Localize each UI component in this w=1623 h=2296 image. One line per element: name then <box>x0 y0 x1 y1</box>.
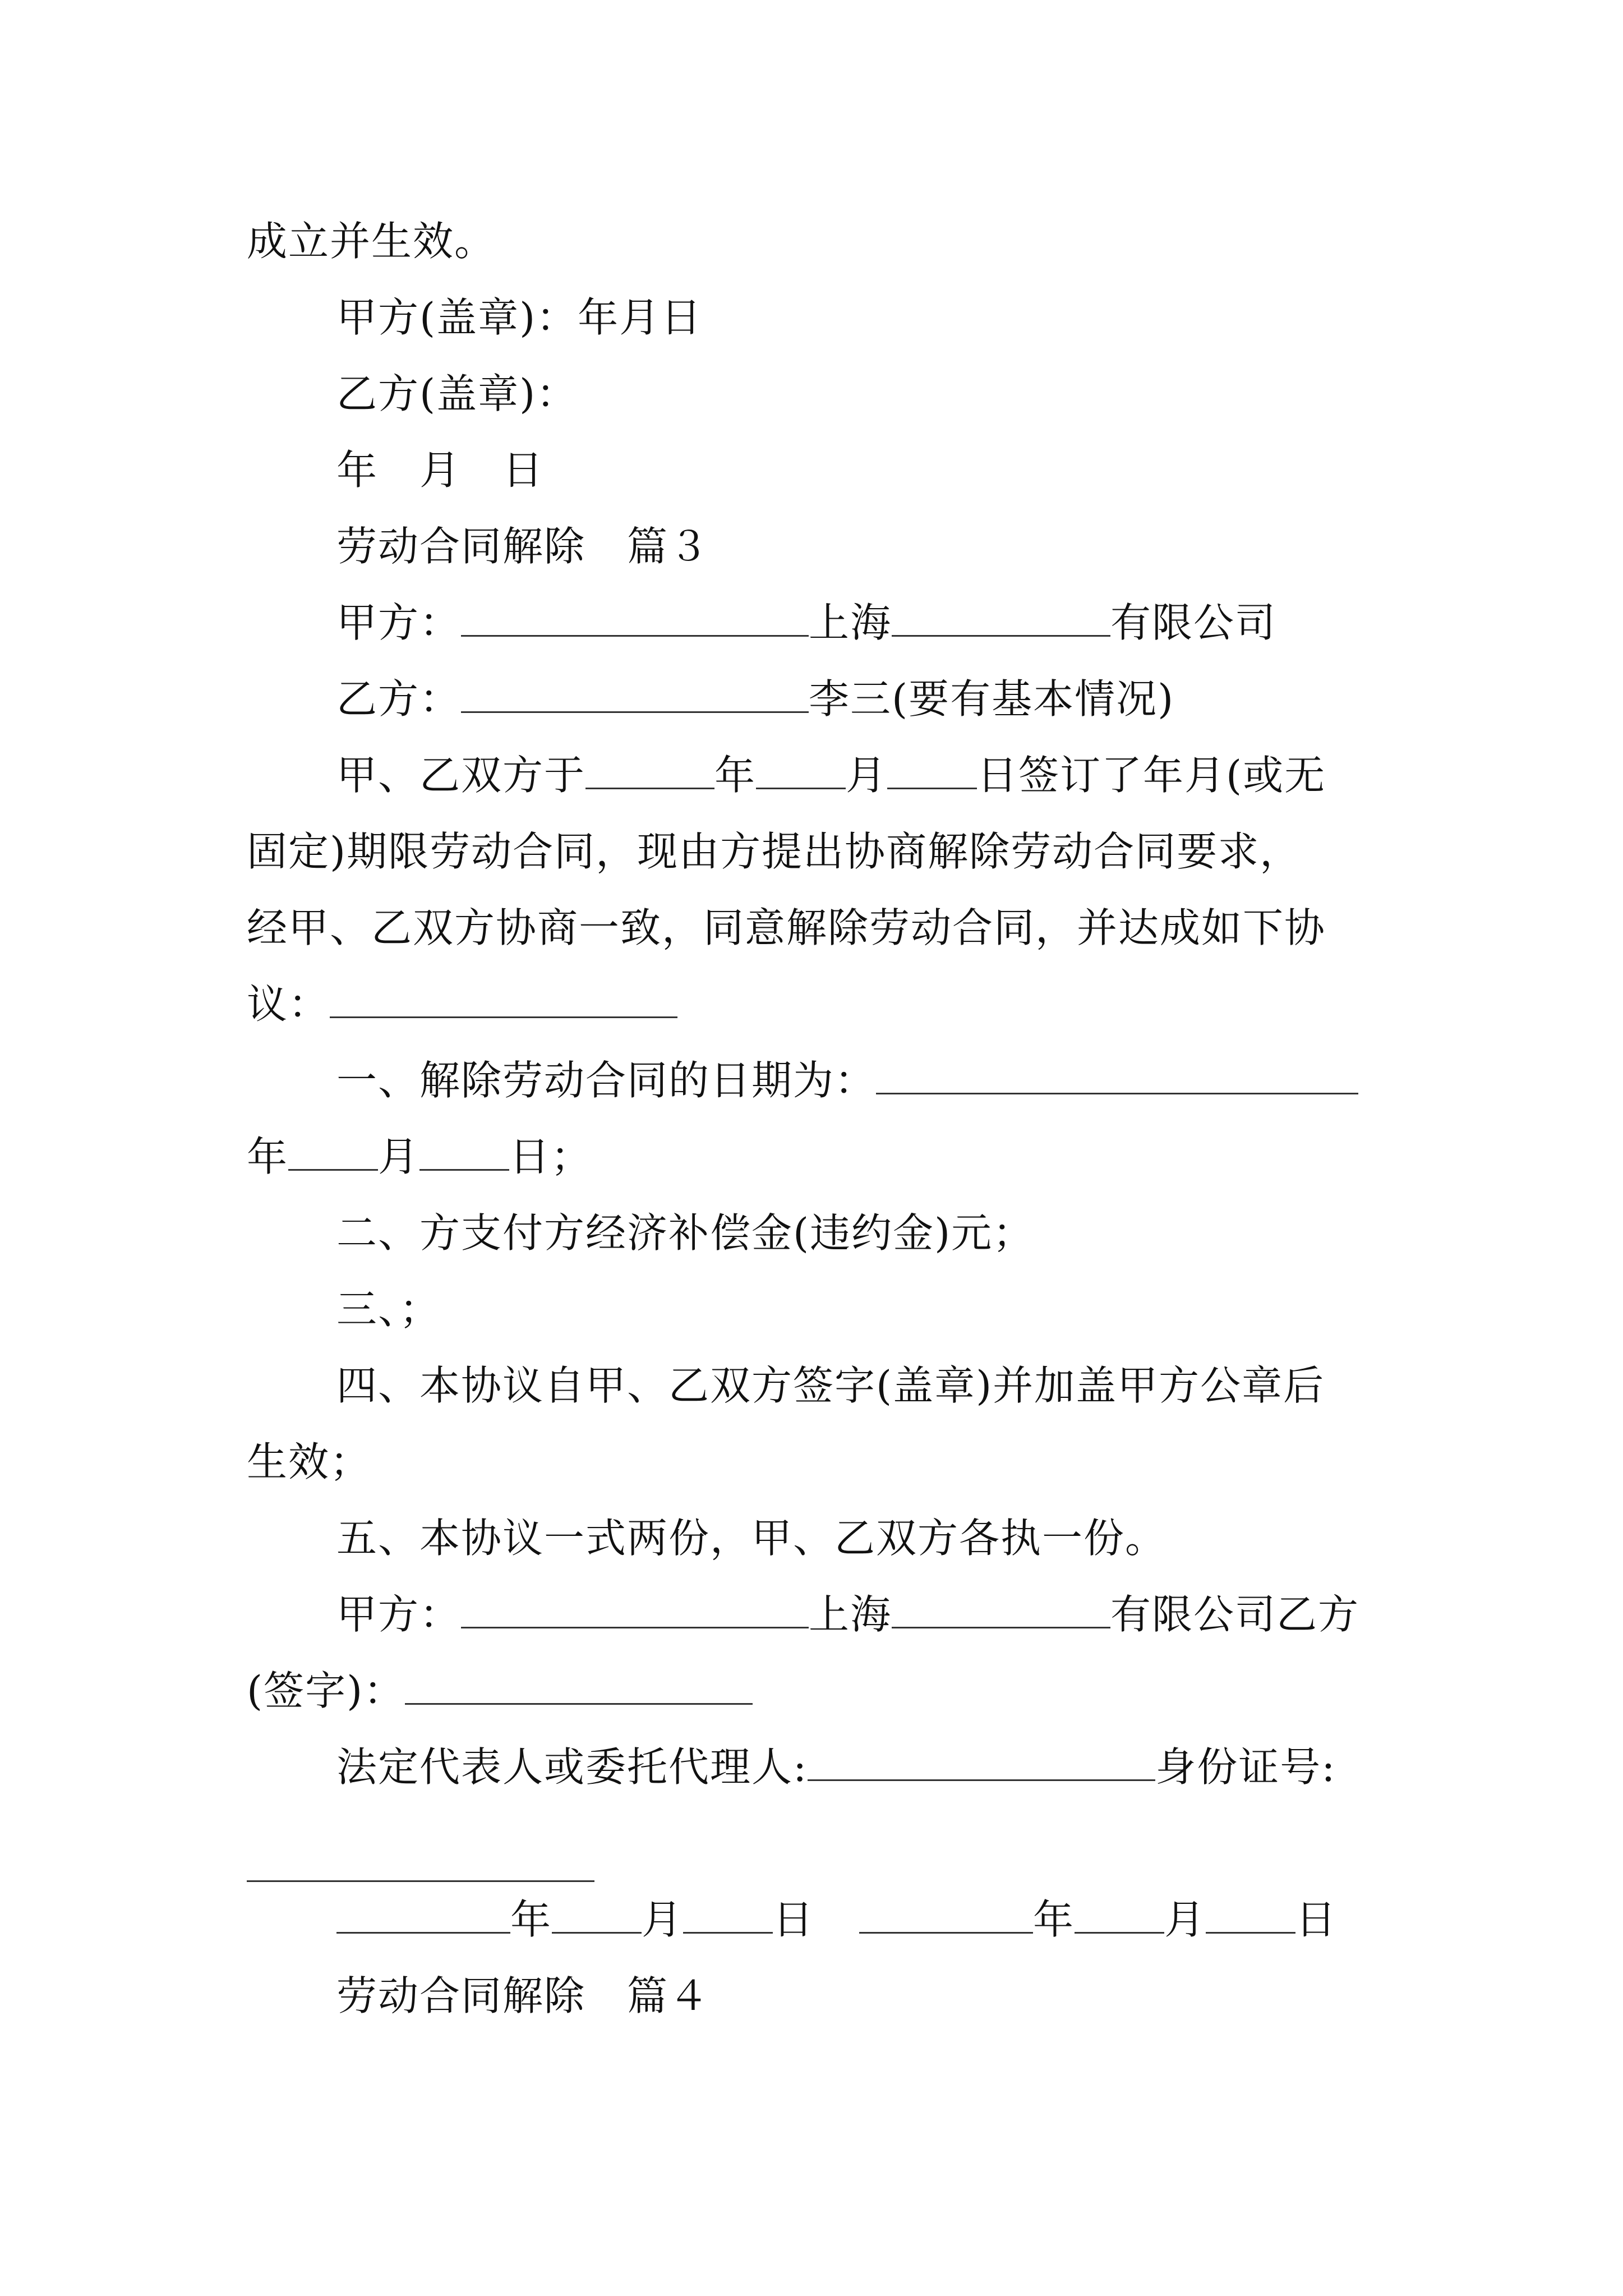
clause-1: 一、解除劳动合同的日期为： <box>336 1053 1358 1107</box>
blank-line <box>892 1588 1110 1628</box>
clause-5: 五、本协议一式两份，甲、乙双方各执一份。 <box>336 1515 1167 1562</box>
clause-2: 二、方支付方经济补偿金(违约金)元； <box>336 1209 1035 1257</box>
blank-line <box>1075 1893 1164 1934</box>
blank-line <box>892 596 1110 637</box>
signature-line-a: 甲方： 上海 有限公司乙方 <box>336 1588 1359 1641</box>
text-line: 固定)期限劳动合同，现由方提出协商解除劳动合同要求， <box>247 828 1302 875</box>
text-line: 年 月 日 <box>336 447 545 494</box>
text-line: 甲、乙双方于 年 月 日签订了年月(或无 <box>336 748 1326 802</box>
date-line: 年 月 日 年 月 日 <box>336 1893 1337 1947</box>
blank-line <box>756 748 846 789</box>
blank-line <box>461 596 809 637</box>
blank-line <box>405 1664 753 1705</box>
blank-line <box>859 1893 1033 1934</box>
signature-line-b: (签字)： <box>247 1664 753 1718</box>
clause-4-cont: 生效； <box>247 1438 372 1485</box>
blank-line <box>288 1130 378 1171</box>
clause-3: 三、； <box>336 1286 441 1333</box>
blank-line <box>683 1893 773 1934</box>
id-number-blank <box>247 1880 594 1882</box>
clause-1-date: 年 月 日； <box>247 1130 592 1184</box>
blank-line <box>552 1893 642 1934</box>
blank-line <box>336 1893 510 1934</box>
blank-line <box>585 748 714 789</box>
blank-line <box>330 977 677 1018</box>
party-b-line: 乙方： 李三(要有基本情况) <box>336 672 1174 726</box>
blank-line <box>461 672 809 713</box>
representative-line: 法定代表人或委托代理人: 身份证号: <box>336 1740 1336 1794</box>
blank-line <box>461 1588 809 1628</box>
text-line: 甲方(盖章)：年月日 <box>336 294 703 341</box>
section-heading: 劳动合同解除 篇３ <box>336 523 711 570</box>
party-a-line: 甲方： 上海 有限公司 <box>336 596 1276 650</box>
text-line: 成立并生效。 <box>247 218 496 265</box>
text-line: 议： <box>247 977 677 1031</box>
text-line: 经甲、乙双方协商一致，同意解除劳动合同，并达成如下协 <box>247 904 1326 951</box>
blank-line <box>808 1740 1155 1781</box>
blank-line <box>1206 1893 1295 1934</box>
text-line: 乙方(盖章)： <box>336 370 578 417</box>
blank-line <box>876 1053 1358 1094</box>
clause-4: 四、本协议自甲、乙双方签字(盖章)并加盖甲方公章后 <box>336 1362 1325 1409</box>
blank-line <box>887 748 977 789</box>
blank-line <box>419 1130 509 1171</box>
section-heading: 劳动合同解除 篇４ <box>336 1972 711 2019</box>
